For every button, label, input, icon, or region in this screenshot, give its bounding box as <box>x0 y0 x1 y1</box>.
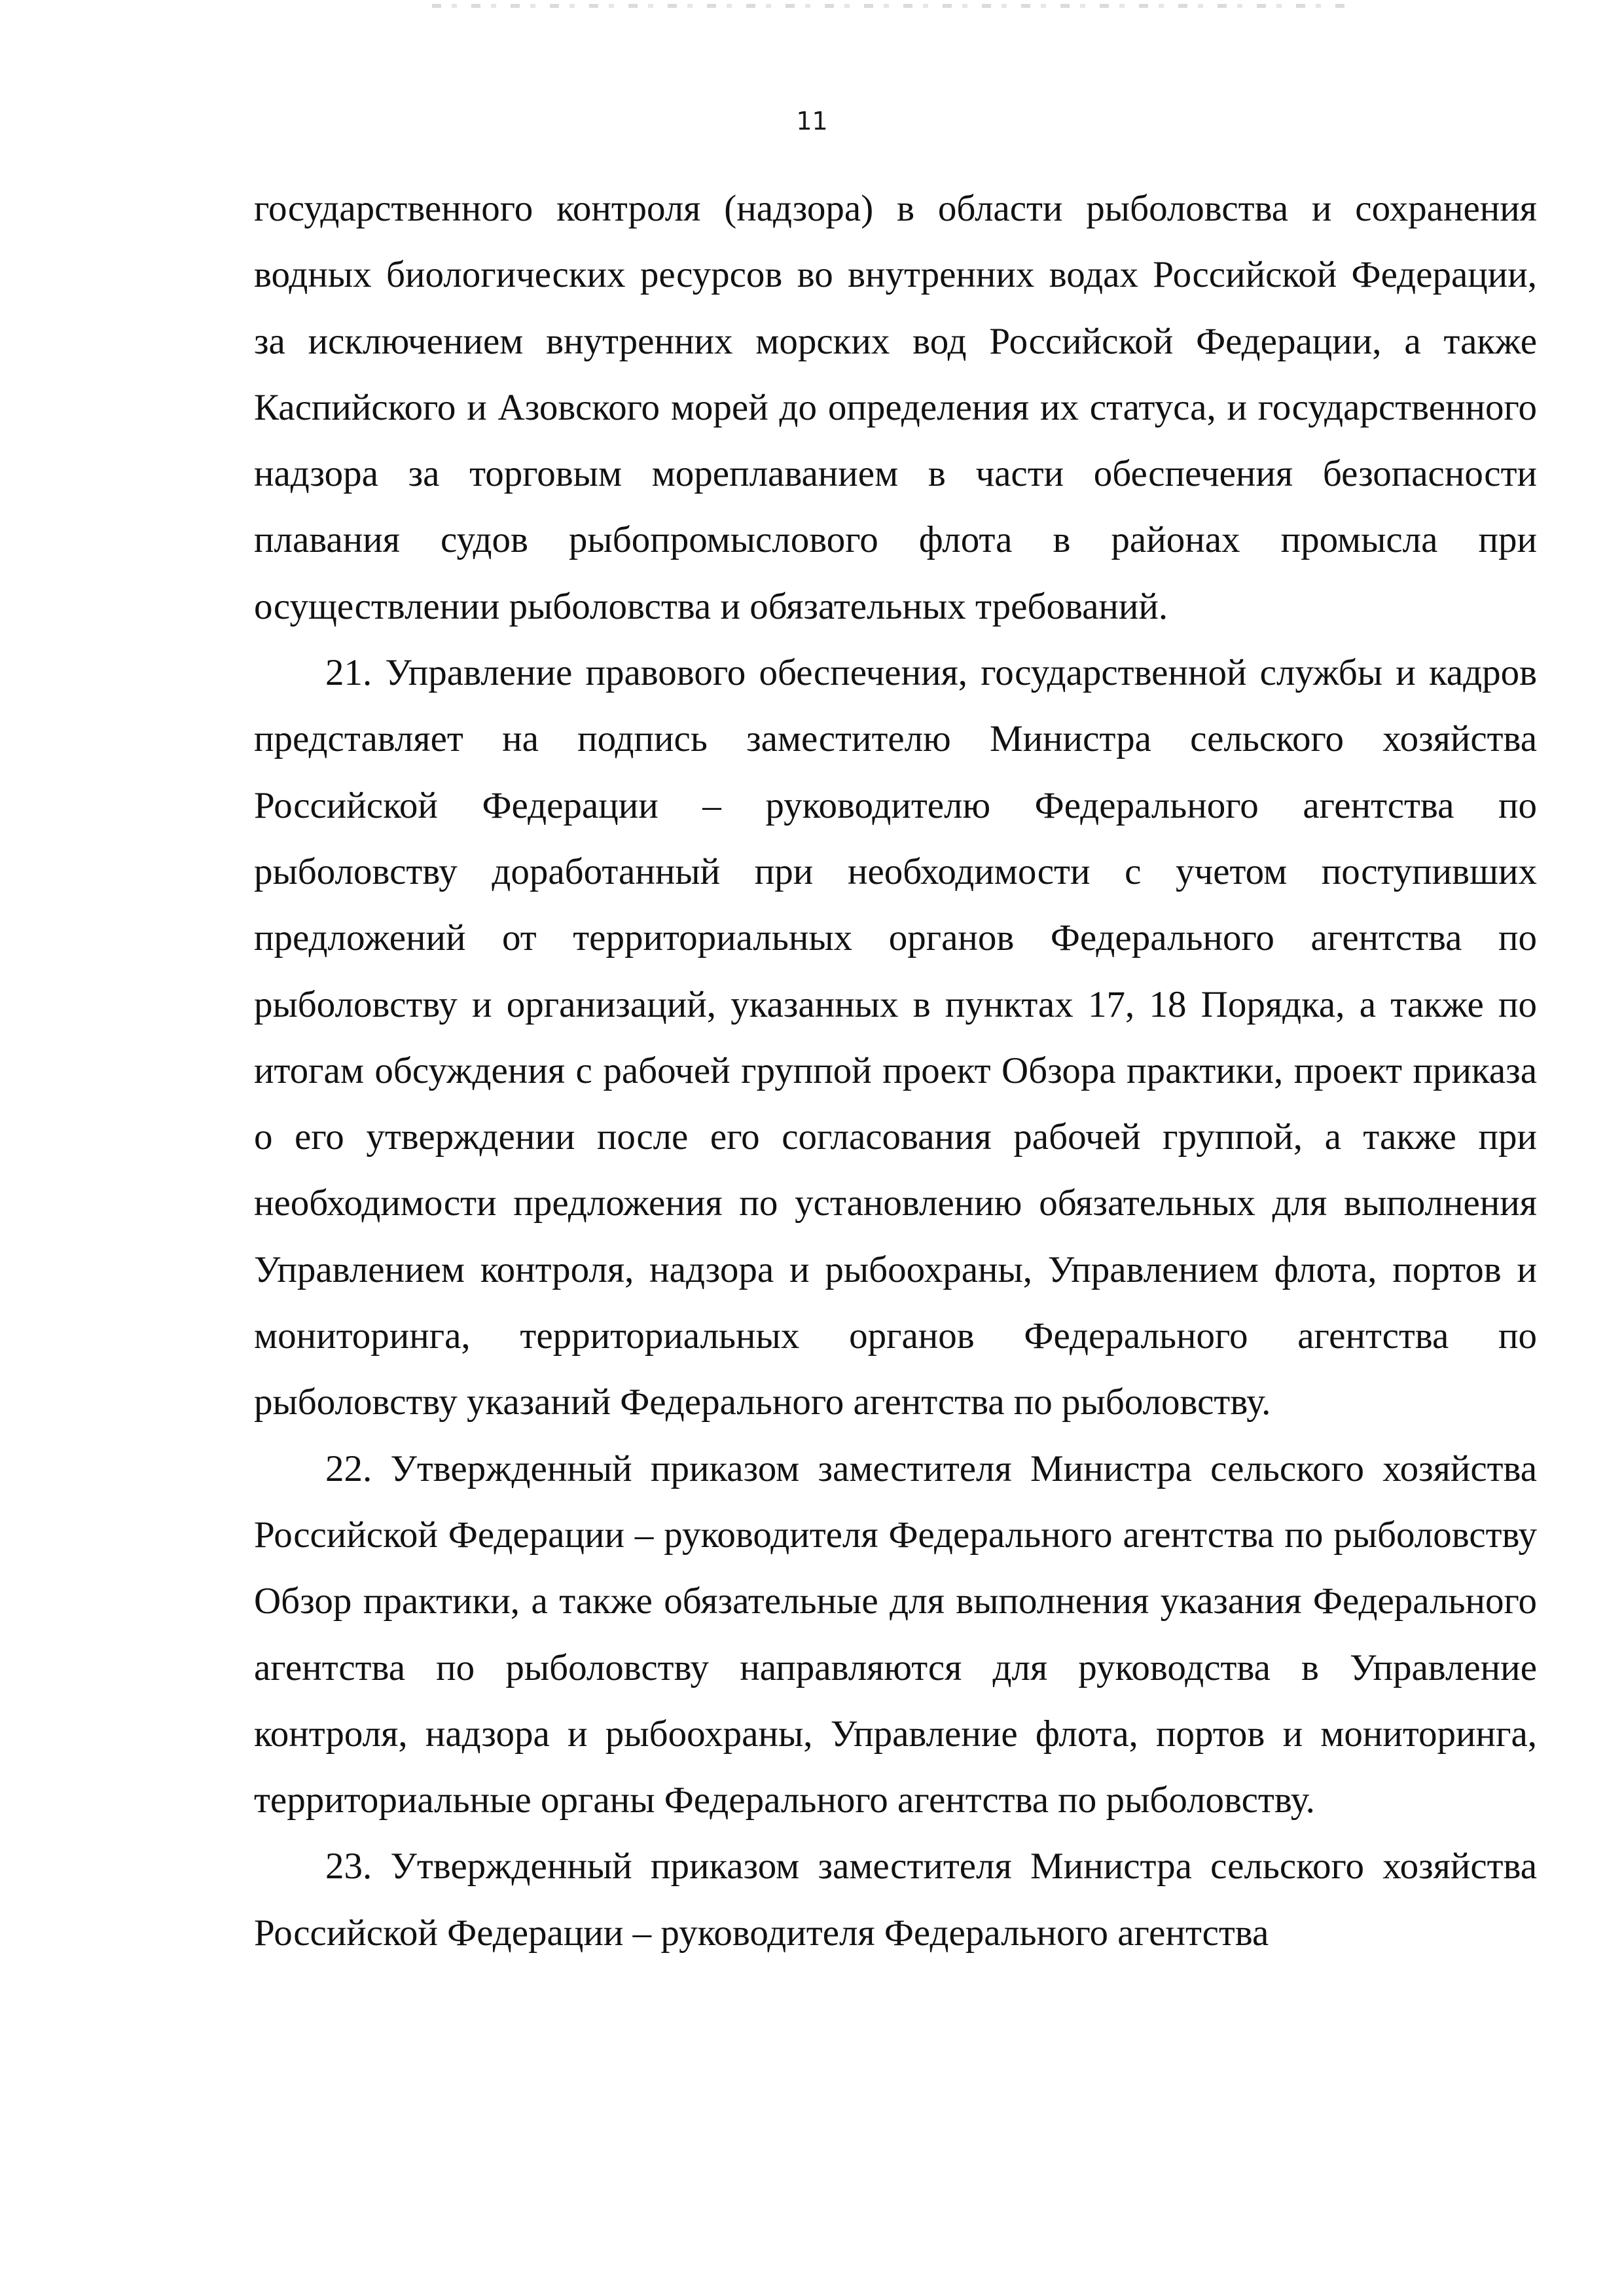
paragraph-continuation: государственного контроля (надзора) в области рыболовства и сохранения водных биологических ресурсов во внутренних водах Российской Федерации, за исключением внутренних морских вод Российской Федерации, а также Каспийского и Азовского морей до определения их статуса, и государственного надзора за торговым мореплаванием в части обеспечения безопасности плавания судов рыбопромыслового флота в районах промысла при осуществлении рыболовства и обязательных требований. <box>254 188 1537 627</box>
scan-artifact <box>432 4 1348 8</box>
paragraph-item-23: 23. Утвержденный приказом заместителя Министра сельского хозяйства Российской Федерации – руководителя Федерального агентства <box>254 1846 1537 1954</box>
document-body <box>254 175 1537 1966</box>
paragraph-item-21: 21. Управление правового обеспечения, государственной службы и кадров представляет на подпись заместителю Министра сельского хозяйства Российской Федерации – руководителю Федерального агентства по рыболовству доработанный при необходимости с учетом поступивших предложений от территориальных органов Федерального агентства по рыболовству и организаций, указанных в пунктах 17, 18 Порядка, а также по итогам обсуждения с рабочей группой проект Обзора практики, проект приказа о его утверждении после его согласования рабочей группой, а также при необходимости предложения по установлению обязательных для выполнения Управлением контроля, надзора и рыбоохраны, Управлением флота, портов и мониторинга, территориальных органов Федерального агентства по рыболовству указаний Федерального агентства по рыболовству. <box>254 652 1537 1423</box>
page-number: 11 <box>796 107 828 136</box>
paragraph-item-22: 22. Утвержденный приказом заместителя Министра сельского хозяйства Российской Федерации – руководителя Федерального агентства по рыболовству Обзор практики, а также обязательные для выполнения указания Федерального агентства по рыболовству направляются для руководства в Управление контроля, надзора и рыбоохраны, Управление флота, портов и мониторинга, территориальные органы Федерального агентства по рыболовству. <box>254 1448 1537 1821</box>
